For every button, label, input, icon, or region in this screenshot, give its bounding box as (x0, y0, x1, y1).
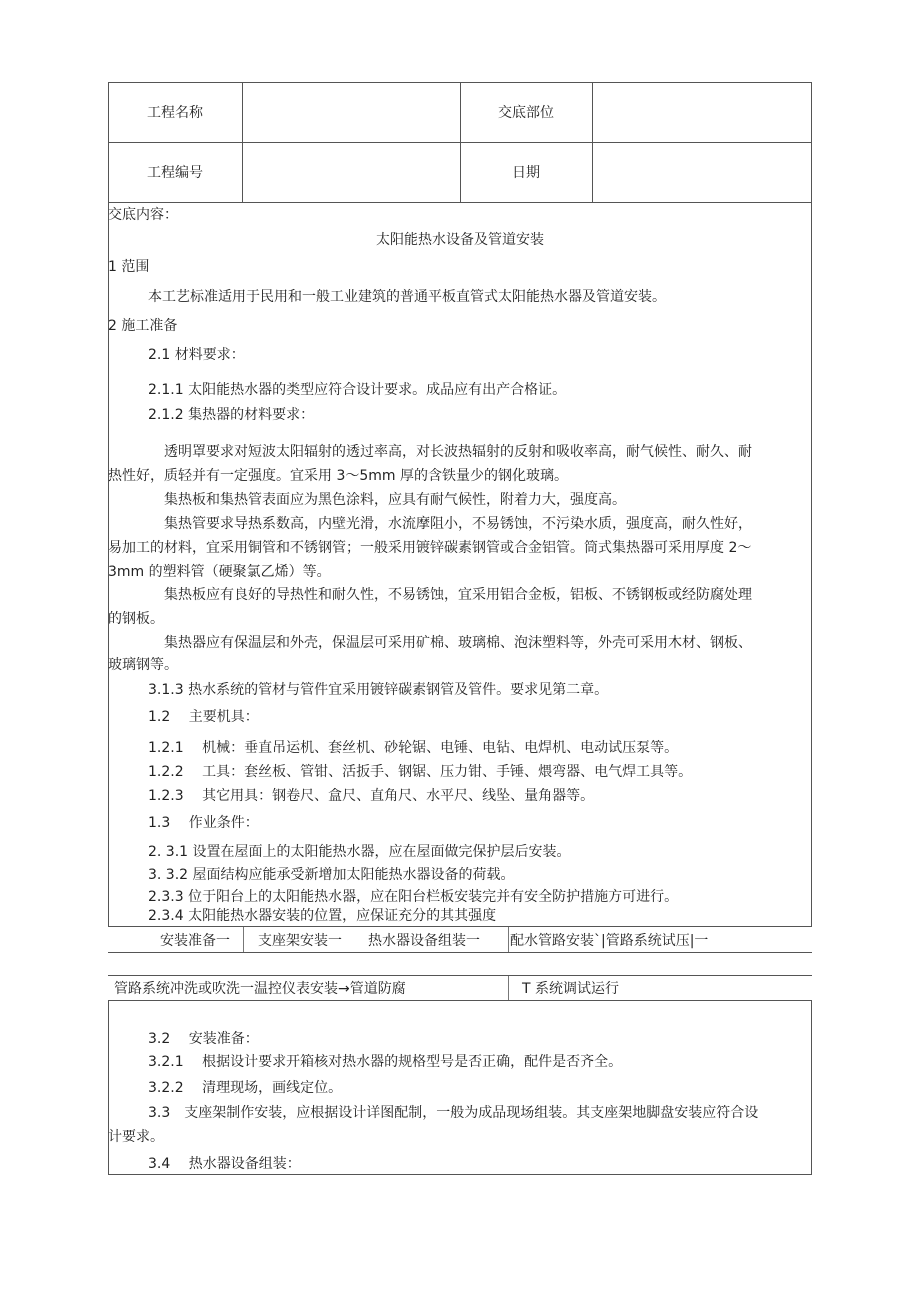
list-item-2-3-4: 2.3.4 太阳能热水器安装的位置，应保证充分的其其强度 (148, 908, 497, 924)
subheading: 2.1.2 集热器的材料要求： (148, 407, 315, 423)
paragraph: 集热板和集热管表面应为黑色涂料，应具有耐气候性，附着力大，强度高。 (164, 492, 626, 508)
subheading: 3.2 安装准备： (148, 1031, 259, 1047)
project-no-value[interactable] (242, 142, 461, 203)
flow-step: 安装准备一 (160, 932, 230, 949)
list-item: 1.2.1 机械：垂直吊运机、套丝机、砂轮锯、电锤、电钻、电焊机、电动试压泵等。 (148, 740, 679, 756)
paragraph: 本工艺标准适用于民用和一般工业建筑的普通平板直管式太阳能热水器及管道安装。 (148, 289, 666, 305)
paragraph: 透明罩要求对短波太阳辐射的透过率高，对长波热辐射的反射和吸收率高，耐气候性、耐久、耐 (164, 444, 752, 460)
paragraph: 计要求。 (108, 1129, 164, 1145)
date-label: 日期 (460, 142, 593, 203)
paragraph: 玻璃钢等。 (108, 657, 178, 673)
flow-row-2 (108, 952, 812, 975)
subheading: 2.1 材料要求： (148, 347, 245, 363)
paragraph: 集热器应有保温层和外壳，保温层可采用矿棉、玻璃棉、泡沫塑料等，外壳可采用木材、钢板、 (164, 635, 752, 651)
part-label: 交底部位 (460, 82, 593, 143)
flow-step: 热水器设备组装一 (368, 932, 480, 949)
flow-step: T 系统调试运行 (522, 981, 620, 997)
flow-step: 支座架安装一 (258, 932, 342, 949)
list-item: 2. 3.1 设置在屋面上的太阳能热水器，应在屋面做完保护层后安装。 (148, 844, 571, 860)
section-heading: 1 范围 (108, 259, 150, 275)
subheading: 1.2 主要机具： (148, 709, 259, 725)
subheading: 1.3 作业条件： (148, 815, 259, 831)
paragraph: 3.3 支座架制作安装，应根据设计详图配制，一般为成品现场组装。其支座架地脚盘安装应符合设 (148, 1105, 759, 1121)
flow-step: 配水管路安装`|管路系统试压|一 (510, 932, 709, 949)
date-value[interactable] (592, 142, 812, 203)
list-item: 3. 3.2 屋面结构应能承受新增加太阳能热水器设备的荷载。 (148, 867, 515, 883)
paragraph: 易加工的材料，宜采用铜管和不锈钢管；一般采用镀锌碳素钢管或合金铝管。筒式集热器可采用厚度 2～ (108, 540, 752, 556)
flow-row-1 (108, 926, 812, 952)
list-item: 3.2.1 根据设计要求开箱核对热水器的规格型号是否正确，配件是否齐全。 (148, 1054, 623, 1070)
flow-step: 管路系统冲洗或吹洗一温控仪表安装→管道防腐 (114, 981, 406, 997)
paragraph: 的钢板。 (108, 611, 164, 627)
list-item: 1.2.3 其它用具：钢卷尺、盒尺、直角尺、水平尺、线坠、量角器等。 (148, 788, 595, 804)
paragraph: 热性好，质轻并有一定强度。宜采用 3～5mm 厚的含铁量少的钢化玻璃。 (108, 468, 568, 484)
flow-row-3 (108, 975, 812, 1001)
paragraph: 集热管要求导热系数高，内壁光滑，水流摩阻小，不易锈蚀，不污染水质，强度高，耐久性好， (164, 516, 752, 532)
paragraph: 3.1.3 热水系统的管材与管件宜采用镀锌碳素钢管及管件。要求见第二章。 (148, 682, 609, 698)
doc-title: 太阳能热水设备及管道安装 (376, 232, 544, 248)
list-item: 3.2.2 清理现场，画线定位。 (148, 1080, 343, 1096)
part-value[interactable] (592, 82, 812, 143)
list-item: 2.3.3 位于阳台上的太阳能热水器，应在阳台栏板安装完并有安全防护措施方可进行。 (148, 889, 679, 905)
list-item: 1.2.2 工具：套丝板、管钳、活扳手、钢锯、压力钳、手锤、煨弯器、电气焊工具等。 (148, 764, 693, 780)
project-name-label: 工程名称 (108, 82, 243, 143)
intro-label: 交底内容： (108, 207, 178, 223)
project-no-label: 工程编号 (108, 142, 243, 203)
flow-divider (508, 976, 509, 1000)
paragraph: 集热板应有良好的导热性和耐久性，不易锈蚀，宜采用铝合金板，铝板、不锈钢板或经防腐处理 (164, 587, 752, 603)
paragraph: 2.1.1 太阳能热水器的类型应符合设计要求。成品应有出产合格证。 (148, 382, 567, 398)
subheading: 3.4 热水器设备组装： (148, 1156, 301, 1172)
flow-divider (508, 927, 509, 952)
flow-divider (243, 927, 244, 952)
project-name-value[interactable] (242, 82, 461, 143)
section-heading: 2 施工准备 (108, 318, 178, 334)
paragraph: 3mm 的塑料管（硬聚氯乙烯）等。 (108, 564, 331, 580)
